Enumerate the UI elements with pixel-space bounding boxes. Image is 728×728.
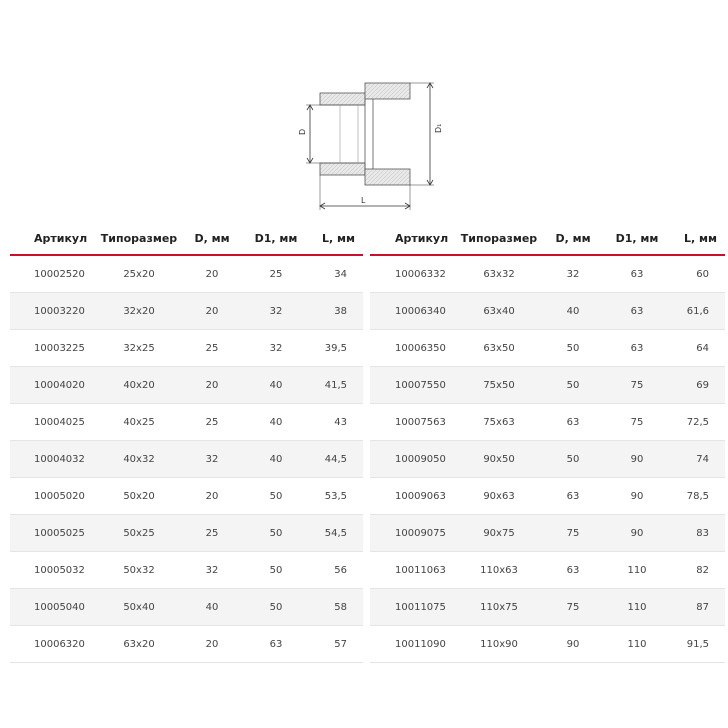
cell-article: 10011063 (370, 552, 456, 589)
cell-article: 10004025 (10, 404, 96, 441)
cell-d: 75 (542, 515, 604, 552)
cell-d: 32 (182, 441, 242, 478)
cell-d: 40 (542, 293, 604, 330)
table-row (10, 441, 363, 478)
cell-article: 10007563 (370, 404, 456, 441)
cell-l: 87 (670, 589, 725, 626)
cell-size: 75x50 (456, 367, 542, 404)
cell-l: 53,5 (310, 478, 363, 515)
label-l: L (361, 196, 366, 205)
cell-article: 10003225 (10, 330, 96, 367)
cell-d: 25 (182, 404, 242, 441)
cell-size: 63x32 (456, 255, 542, 293)
cell-l: 44,5 (310, 441, 363, 478)
table-row (10, 404, 363, 441)
cell-d1: 75 (604, 367, 670, 404)
cell-d: 20 (182, 293, 242, 330)
table-row (370, 441, 725, 478)
cell-l: 38 (310, 293, 363, 330)
cell-d: 40 (182, 589, 242, 626)
cell-l: 58 (310, 589, 363, 626)
cell-article: 10006332 (370, 255, 456, 293)
cell-d1: 90 (604, 441, 670, 478)
table-row (370, 478, 725, 515)
cell-d: 63 (542, 404, 604, 441)
cell-size: 32x20 (96, 293, 182, 330)
cell-d1: 110 (604, 626, 670, 663)
header-size: Типоразмер (96, 222, 182, 255)
table-header-row (370, 222, 725, 255)
cell-d: 63 (542, 478, 604, 515)
cell-size: 40x25 (96, 404, 182, 441)
cell-size: 40x20 (96, 367, 182, 404)
cell-d1: 110 (604, 552, 670, 589)
table-row (370, 626, 725, 663)
cell-d1: 32 (242, 293, 310, 330)
cell-l: 91,5 (670, 626, 725, 663)
table-row (370, 367, 725, 404)
cell-l: 74 (670, 441, 725, 478)
cell-article: 10003220 (10, 293, 96, 330)
cell-l: 41,5 (310, 367, 363, 404)
cell-d: 25 (182, 515, 242, 552)
cell-article: 10005040 (10, 589, 96, 626)
cell-d1: 40 (242, 367, 310, 404)
spec-table-right (370, 222, 725, 663)
cell-d1: 25 (242, 255, 310, 293)
cell-size: 90x63 (456, 478, 542, 515)
cell-size: 63x20 (96, 626, 182, 663)
cell-d1: 90 (604, 515, 670, 552)
label-d: D (298, 128, 307, 135)
cell-size: 90x50 (456, 441, 542, 478)
cell-d1: 90 (604, 478, 670, 515)
cell-l: 64 (670, 330, 725, 367)
cell-size: 110x75 (456, 589, 542, 626)
table-row (370, 404, 725, 441)
table-row (370, 330, 725, 367)
cell-d: 50 (542, 367, 604, 404)
cell-l: 83 (670, 515, 725, 552)
cell-d: 20 (182, 255, 242, 293)
cell-d: 32 (182, 552, 242, 589)
cell-article: 10011075 (370, 589, 456, 626)
cell-d1: 50 (242, 515, 310, 552)
table-row (10, 589, 363, 626)
cell-d: 20 (182, 478, 242, 515)
cell-l: 43 (310, 404, 363, 441)
cell-d: 63 (542, 552, 604, 589)
table-row (10, 515, 363, 552)
cell-article: 10004020 (10, 367, 96, 404)
cell-d1: 63 (604, 330, 670, 367)
cell-d1: 63 (604, 293, 670, 330)
cell-article: 10005025 (10, 515, 96, 552)
cell-l: 56 (310, 552, 363, 589)
header-size: Типоразмер (456, 222, 542, 255)
cell-article: 10006320 (10, 626, 96, 663)
table-row (370, 589, 725, 626)
cell-article: 10009075 (370, 515, 456, 552)
cell-article: 10005020 (10, 478, 96, 515)
header-d1: D1, мм (242, 222, 310, 255)
cell-article: 10009063 (370, 478, 456, 515)
table-row (10, 255, 363, 293)
table-row (370, 552, 725, 589)
cell-l: 60 (670, 255, 725, 293)
cell-article: 10006350 (370, 330, 456, 367)
cell-size: 32x25 (96, 330, 182, 367)
cell-size: 40x32 (96, 441, 182, 478)
cell-article: 10011090 (370, 626, 456, 663)
cell-l: 39,5 (310, 330, 363, 367)
cell-size: 50x20 (96, 478, 182, 515)
cell-d1: 50 (242, 552, 310, 589)
cell-size: 75x63 (456, 404, 542, 441)
cell-d: 90 (542, 626, 604, 663)
cell-d1: 50 (242, 589, 310, 626)
cell-article: 10006340 (370, 293, 456, 330)
cell-d: 75 (542, 589, 604, 626)
cell-article: 10005032 (10, 552, 96, 589)
label-d1: D₁ (434, 123, 443, 133)
cell-l: 57 (310, 626, 363, 663)
cell-d1: 32 (242, 330, 310, 367)
cell-size: 90x75 (456, 515, 542, 552)
header-l: L, мм (670, 222, 725, 255)
cell-size: 63x50 (456, 330, 542, 367)
cell-size: 25x20 (96, 255, 182, 293)
table-row (10, 478, 363, 515)
cell-size: 50x32 (96, 552, 182, 589)
table-row (10, 626, 363, 663)
header-l: L, мм (310, 222, 363, 255)
cell-article: 10002520 (10, 255, 96, 293)
table-row (370, 293, 725, 330)
header-article: Артикул (10, 222, 96, 255)
cell-article: 10007550 (370, 367, 456, 404)
cell-l: 61,6 (670, 293, 725, 330)
header-article: Артикул (370, 222, 456, 255)
cell-size: 50x25 (96, 515, 182, 552)
table-row (10, 367, 363, 404)
cell-l: 78,5 (670, 478, 725, 515)
cell-l: 72,5 (670, 404, 725, 441)
cell-d: 20 (182, 626, 242, 663)
cell-size: 50x40 (96, 589, 182, 626)
cell-article: 10009050 (370, 441, 456, 478)
cell-l: 69 (670, 367, 725, 404)
cell-d1: 110 (604, 589, 670, 626)
cell-d1: 50 (242, 478, 310, 515)
cell-d: 32 (542, 255, 604, 293)
table-header-row (10, 222, 363, 255)
spec-table-left (10, 222, 363, 663)
table-row (10, 330, 363, 367)
cell-d: 50 (542, 330, 604, 367)
cell-size: 63x40 (456, 293, 542, 330)
cell-d1: 75 (604, 404, 670, 441)
cell-d: 50 (542, 441, 604, 478)
cell-size: 110x63 (456, 552, 542, 589)
header-d: D, мм (182, 222, 242, 255)
table-row (10, 293, 363, 330)
table-row (10, 552, 363, 589)
cell-l: 82 (670, 552, 725, 589)
cell-d1: 63 (604, 255, 670, 293)
cell-size: 110x90 (456, 626, 542, 663)
cell-d1: 63 (242, 626, 310, 663)
cell-d: 20 (182, 367, 242, 404)
coupling-drawing (295, 75, 445, 215)
cell-l: 34 (310, 255, 363, 293)
cell-d1: 40 (242, 404, 310, 441)
cell-article: 10004032 (10, 441, 96, 478)
table-row (370, 255, 725, 293)
table-row (370, 515, 725, 552)
cell-d: 25 (182, 330, 242, 367)
header-d: D, мм (542, 222, 604, 255)
cell-d1: 40 (242, 441, 310, 478)
header-d1: D1, мм (604, 222, 670, 255)
cell-l: 54,5 (310, 515, 363, 552)
